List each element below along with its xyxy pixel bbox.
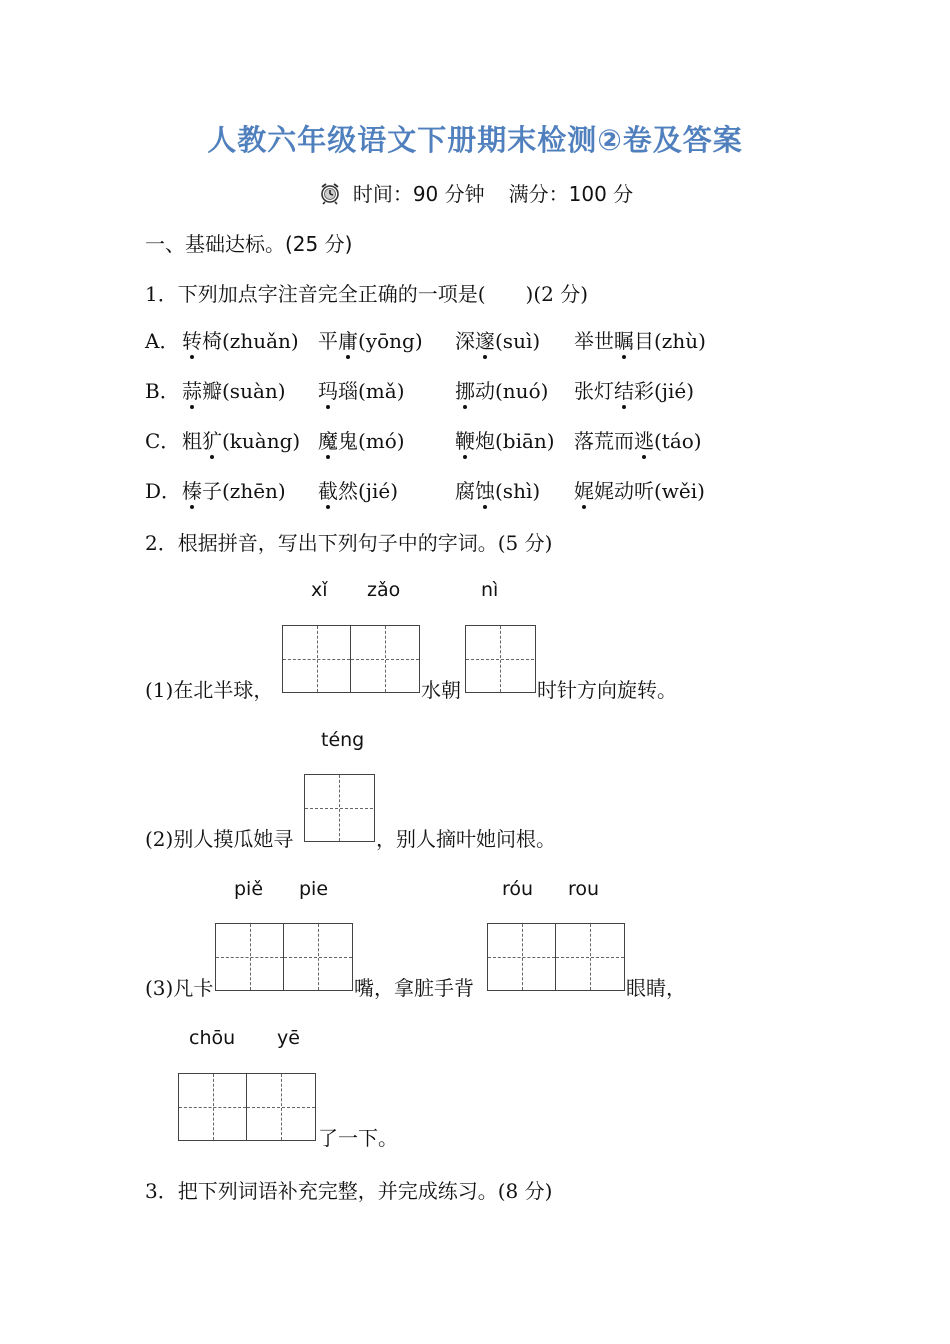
word-suffix: 炮(biān): [475, 429, 555, 453]
alarm-clock-icon: [317, 181, 343, 205]
sentence-text: ，别人摘叶她问根。: [376, 827, 556, 851]
sentence-text: (2)别人摸瓜她寻: [145, 827, 294, 851]
answer-cell[interactable]: [351, 626, 419, 692]
option-letter[interactable]: A．: [145, 329, 180, 353]
option-word: [455, 325, 540, 354]
option-letter[interactable]: B．: [145, 379, 180, 403]
answer-cell[interactable]: [283, 626, 351, 692]
option-word: [182, 325, 299, 354]
option-word: [574, 475, 705, 504]
word-suffix: 鬼(mó): [338, 429, 405, 453]
dotted-character: 娓: [574, 479, 594, 503]
option-word: [318, 325, 423, 354]
word-suffix: (yōng): [358, 329, 423, 353]
pinyin: xǐ: [311, 579, 328, 601]
sentence-text: (1)在北半球，: [145, 678, 274, 702]
dotted-character: 庸: [338, 329, 358, 353]
dotted-character: 逃: [634, 429, 654, 453]
question-3-stem: 3．把下列词语补充完整，并完成练习。(8 分): [145, 1179, 553, 1203]
option-word: [318, 425, 405, 454]
word-prefix: 张灯: [574, 379, 614, 403]
sentence-text: 眼睛，: [626, 976, 686, 1000]
section-heading: 一、基础达标。(25 分): [145, 232, 353, 256]
dotted-character: 截: [318, 479, 338, 503]
dotted-character: 邃: [475, 329, 495, 353]
option-word: [574, 375, 694, 404]
dotted-character: 鞭: [455, 429, 475, 453]
option-letter[interactable]: D．: [145, 479, 182, 503]
question-1-stem: 1．下列加点字注音完全正确的一项是( )(2 分): [145, 282, 589, 306]
answer-cell[interactable]: [179, 1074, 247, 1140]
answer-grid[interactable]: [465, 625, 536, 693]
full-score: 满分：100 分: [508, 182, 634, 206]
answer-grid[interactable]: [487, 923, 625, 991]
answer-cell[interactable]: [247, 1074, 315, 1140]
word-suffix: (táo): [654, 429, 702, 453]
word-suffix: (shì): [495, 479, 541, 503]
dotted-character: 结: [614, 379, 634, 403]
answer-grid[interactable]: [304, 774, 375, 842]
pinyin: róu: [502, 878, 534, 900]
answer-cell[interactable]: [216, 924, 284, 990]
word-prefix: 粗: [182, 429, 202, 453]
option-word: [574, 425, 702, 454]
option-word: [182, 475, 286, 504]
sentence-text: (3)凡卡: [145, 976, 214, 1000]
dotted-character: 魔: [318, 429, 338, 453]
option-word: [182, 425, 300, 454]
pinyin: nì: [481, 579, 499, 601]
answer-cell[interactable]: [466, 626, 534, 692]
word-suffix: (kuàng): [222, 429, 301, 453]
word-suffix: 瑙(mǎ): [338, 379, 405, 403]
dotted-character: 蒜: [182, 379, 202, 403]
word-prefix: 落荒而: [574, 429, 634, 453]
pinyin: chōu: [189, 1027, 236, 1049]
word-suffix: 动(nuó): [475, 379, 549, 403]
word-prefix: 深: [455, 329, 475, 353]
dotted-character: 犷: [202, 429, 222, 453]
dotted-character: 转: [182, 329, 202, 353]
option-word: [182, 375, 286, 404]
answer-grid[interactable]: [215, 923, 353, 991]
time-limit: 时间：90 分钟: [352, 182, 485, 206]
answer-cell[interactable]: [556, 924, 624, 990]
pinyin: pie: [299, 878, 329, 900]
answer-grid[interactable]: [282, 625, 420, 693]
answer-cell[interactable]: [305, 775, 373, 841]
answer-cell[interactable]: [488, 924, 556, 990]
pinyin: piě: [234, 878, 264, 900]
option-word: [318, 475, 398, 504]
dotted-character: 挪: [455, 379, 475, 403]
word-suffix: 然(jié): [338, 479, 399, 503]
word-suffix: 椅(zhuǎn): [202, 329, 299, 353]
word-suffix: 彩(jié): [634, 379, 695, 403]
word-prefix: 举世: [574, 329, 614, 353]
dotted-character: 榛: [182, 479, 202, 503]
question-2-stem: 2．根据拼音，写出下列句子中的字词。(5 分): [145, 531, 553, 555]
option-word: [574, 325, 706, 354]
pinyin: yē: [277, 1027, 300, 1049]
sentence-text: 了一下。: [318, 1126, 398, 1150]
option-word: [318, 375, 405, 404]
answer-cell[interactable]: [284, 924, 352, 990]
dotted-character: 玛: [318, 379, 338, 403]
pinyin: rou: [568, 878, 600, 900]
pinyin: zǎo: [367, 579, 401, 601]
answer-grid[interactable]: [178, 1073, 316, 1141]
word-prefix: 平: [318, 329, 338, 353]
sentence-text: 嘴，拿脏手背: [354, 976, 474, 1000]
word-suffix: 子(zhēn): [202, 479, 286, 503]
word-prefix: 腐: [455, 479, 475, 503]
option-word: [455, 475, 540, 504]
option-letter[interactable]: C．: [145, 429, 181, 453]
word-suffix: (suì): [495, 329, 541, 353]
page-title: 人教六年级语文下册期末检测②卷及答案: [207, 123, 743, 157]
option-word: [455, 375, 548, 404]
sentence-text: 时针方向旋转。: [537, 678, 677, 702]
option-word: [455, 425, 555, 454]
dotted-character: 蚀: [475, 479, 495, 503]
dotted-character: 瞩: [614, 329, 634, 353]
word-suffix: 娓动听(wěi): [594, 479, 705, 503]
pinyin: téng: [321, 729, 365, 751]
word-suffix: 目(zhù): [634, 329, 706, 353]
exam-meta: [0, 178, 950, 207]
sentence-text: 水朝: [421, 678, 461, 702]
word-suffix: 瓣(suàn): [202, 379, 286, 403]
